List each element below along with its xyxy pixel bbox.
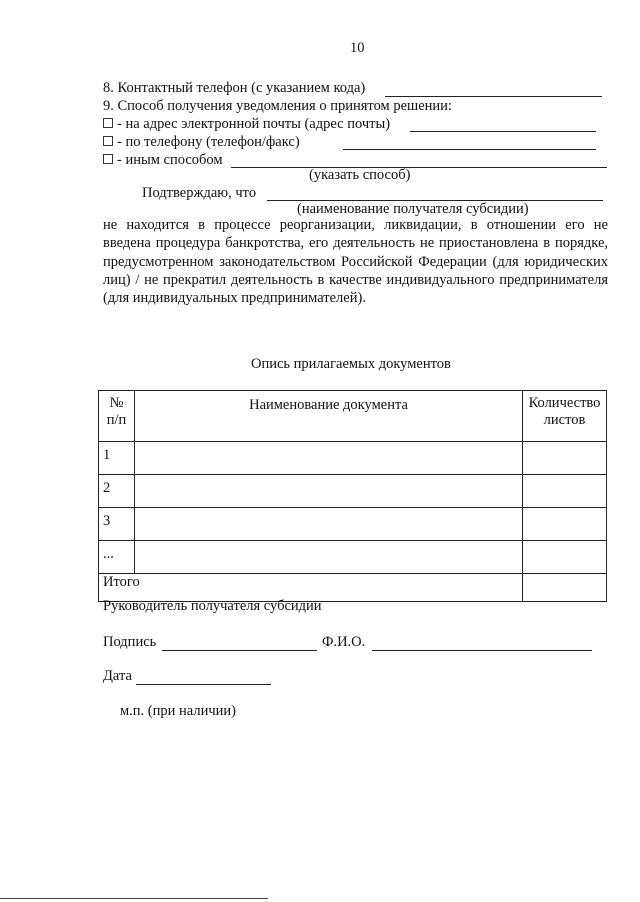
row-number: 2 <box>99 475 135 508</box>
option-other-label: - иным способом <box>117 152 223 168</box>
row-number: ... <box>99 541 135 574</box>
sign-label: Подпись <box>103 634 157 650</box>
footnote-separator <box>0 898 268 899</box>
table-row <box>99 508 607 541</box>
checkbox-icon[interactable] <box>103 118 113 128</box>
notify-label: 9. Способ получения уведомления о принятом решении: <box>103 98 452 114</box>
fio-label: Ф.И.О. <box>322 634 366 650</box>
total-count-cell[interactable] <box>523 574 607 602</box>
date-label: Дата <box>103 668 132 684</box>
doc-name-cell[interactable] <box>135 541 523 574</box>
checkbox-icon[interactable] <box>103 154 113 164</box>
other-field-line[interactable] <box>231 167 607 168</box>
sheet-count-cell[interactable] <box>523 475 607 508</box>
signature-field-line[interactable] <box>162 650 317 651</box>
doc-name-cell[interactable] <box>135 475 523 508</box>
date-field-line[interactable] <box>136 684 271 685</box>
col-num-header: № п/п <box>99 391 135 442</box>
total-label: Итого <box>99 574 523 602</box>
inventory-title: Опись прилагаемых документов <box>251 356 451 372</box>
table-header-row <box>99 391 607 442</box>
stamp-note: м.п. (при наличии) <box>120 703 236 719</box>
doc-name-cell[interactable] <box>135 442 523 475</box>
checkbox-icon[interactable] <box>103 136 113 146</box>
sheet-count-cell[interactable] <box>523 508 607 541</box>
recipient-hint: (наименование получателя субсидии) <box>297 201 529 217</box>
table-row <box>99 475 607 508</box>
email-field-line[interactable] <box>410 131 596 132</box>
specify-hint: (указать способ) <box>309 167 411 183</box>
confirm-label: Подтверждаю, что <box>142 185 257 201</box>
fio-field-line[interactable] <box>372 650 592 651</box>
confirm-text: не находится в процессе реорганизации, ликвидации, в отношении его не введена процедура банкротства, его деятельность не приостановлена в порядке, предусмотренном законодательством Российской Федерации (для юридических лиц) / не прекратил деятельность в качестве индивидуального предпринимателя (для индивидуальных предпринимателей). <box>103 217 608 307</box>
table-row <box>99 442 607 475</box>
option-phone-label: - по телефону (телефон/факс) <box>117 134 300 150</box>
page-number: 10 <box>350 40 365 56</box>
row-number: 1 <box>99 442 135 475</box>
option-other <box>103 152 223 169</box>
option-email-label: - на адрес электронной почты (адрес почты) <box>117 116 391 132</box>
head-label: Руководитель получателя субсидии <box>103 598 322 614</box>
col-name-header: Наименование документа <box>135 391 523 442</box>
option-email <box>103 116 390 133</box>
inventory-table <box>98 390 607 602</box>
sheet-count-cell[interactable] <box>523 442 607 475</box>
phone-fax-field-line[interactable] <box>343 149 596 150</box>
phone-label: 8. Контактный телефон (с указанием кода) <box>103 80 366 96</box>
col-count-header: Количество листов <box>523 391 607 442</box>
option-phone <box>103 134 300 151</box>
row-number: 3 <box>99 508 135 541</box>
sheet-count-cell[interactable] <box>523 541 607 574</box>
doc-name-cell[interactable] <box>135 508 523 541</box>
phone-field-line[interactable] <box>385 96 602 97</box>
table-row <box>99 541 607 574</box>
